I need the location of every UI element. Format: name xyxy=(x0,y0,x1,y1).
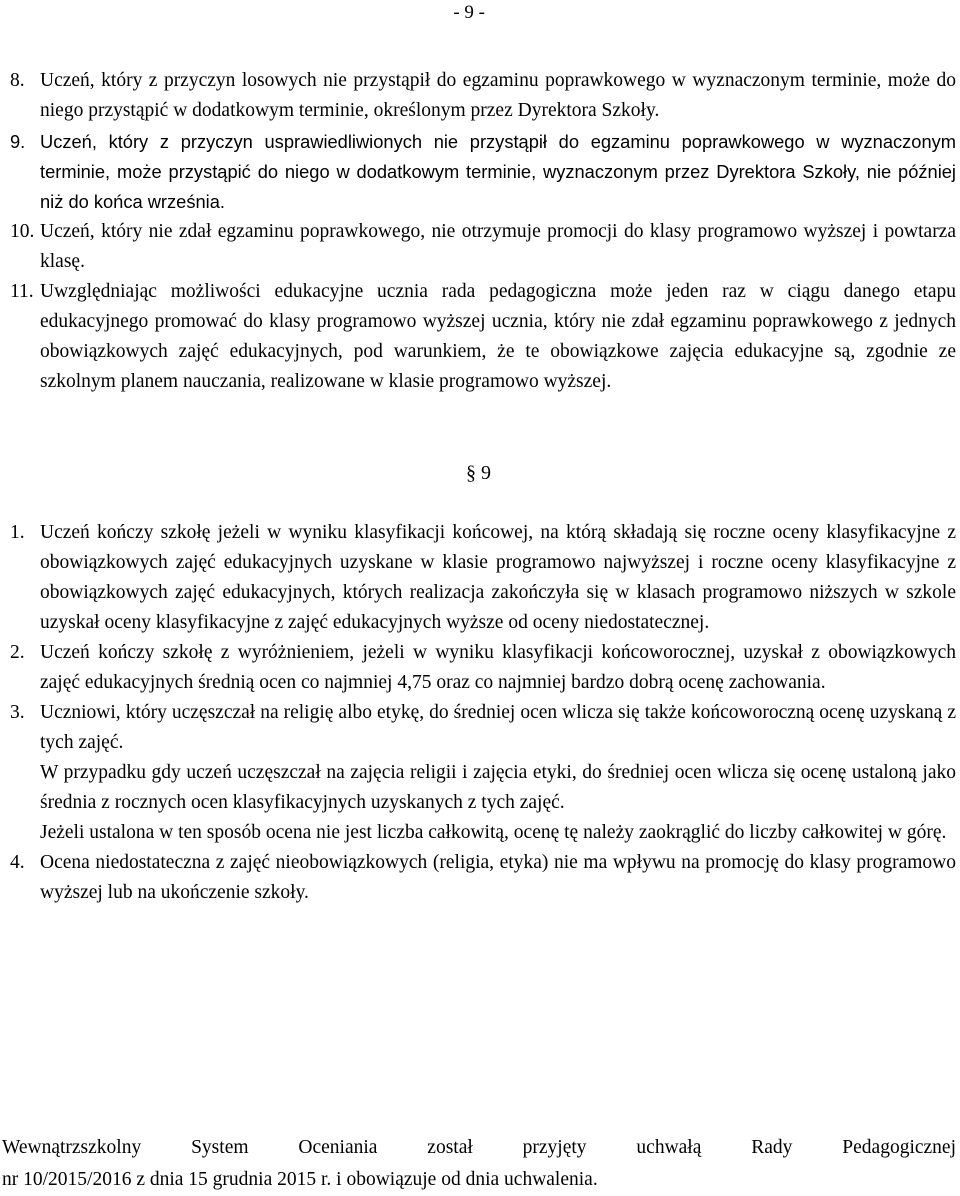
item-number: 1. xyxy=(10,522,25,543)
item-text: Uczeń, który nie zdał egzaminu poprawkowego, nie otrzymuje promocji do klasy programowo wyższej i powtarza klasę. xyxy=(40,221,956,272)
footer-note xyxy=(2,1132,956,1196)
list-item xyxy=(10,277,956,397)
footer-line-2: nr 10/2015/2016 z dnia 15 grudnia 2015 r. i obowiązuje od dnia uchwalenia. xyxy=(2,1169,598,1190)
item-number: 4. xyxy=(10,852,25,873)
item-text: Uczeń kończy szkołę z wyróżnieniem, jeżeli w wyniku klasyfikacji końcoworocznej, uzyskał z obowiązkowych zajęć edukacyjnych średnią ocen co najmniej 4,75 oraz co najmniej bardzo dobrą ocenę zachowania. xyxy=(40,642,956,693)
item-number: 3. xyxy=(10,702,25,723)
list-item xyxy=(10,698,956,758)
section-9-items xyxy=(10,518,956,908)
item-number: 11. xyxy=(10,281,34,302)
paragraph: Jeżeli ustalona w ten sposób ocena nie jest liczba całkowitą, ocenę tę należy zaokrąglić do liczby całkowitej w górę. xyxy=(40,822,947,843)
item-text: Uczeń kończy szkołę jeżeli w wyniku klasyfikacji końcowej, na którą składają się roczne oceny klasyfikacyjne z obowiązkowych zajęć edukacyjnych uzyskane w klasie programowo najwyższej i roczne oceny klasyfikacyjne z obowiązkowych zajęć edukacyjnych, których realizacja zakończyła się w klasach programowo niższych w szkole uzyskał oceny klasyfikacyjne z zajęć edukacyjnych wyższe od oceny niedostatecznej. xyxy=(40,522,956,633)
list-item xyxy=(10,217,956,277)
item-number: 10. xyxy=(10,221,35,242)
paragraph: W przypadku gdy uczeń uczęszczał na zajęcia religii i zajęcia etyki, do średniej ocen wlicza się ocenę ustaloną jako średnia z rocznych ocen klasyfikacyjnych uzyskanych z tych zajęć. xyxy=(40,762,956,813)
list-item xyxy=(10,518,956,638)
section-8-items xyxy=(10,66,956,397)
list-item xyxy=(10,127,956,217)
item-text: Uczniowi, który uczęszczał na religię albo etykę, do średniej ocen wlicza się także końcoworoczną ocenę uzyskaną z tych zajęć. xyxy=(40,702,956,753)
item-number: 8. xyxy=(10,70,25,91)
section-mark: § 9 xyxy=(466,462,491,484)
item-text: Uczeń, który z przyczyn losowych nie przystąpił do egzaminu poprawkowego w wyznaczonym terminie, może do niego przystąpić w dodatkowym terminie, określonym przez Dyrektora Szkoły. xyxy=(40,70,956,121)
list-item xyxy=(10,848,956,908)
list-item xyxy=(10,66,956,126)
list-item xyxy=(10,638,956,698)
item-text: Uczeń, który z przyczyn usprawiedliwionych nie przystąpił do egzaminu poprawkowego w wyznaczonym terminie, może przystąpić do niego w dodatkowym terminie, wyznaczonym przez Dyrektora Szkoły, nie później niż do końca września. xyxy=(40,131,956,212)
item-number: 2. xyxy=(10,642,25,663)
footer-line-1: Wewnątrzszkolny System Oceniania został przyjęty uchwałą Rady Pedagogicznej xyxy=(2,1137,956,1158)
item-text: Ocena niedostateczna z zajęć nieobowiązkowych (religia, etyka) nie ma wpływu na promocję do klasy programowo wyższej lub na ukończenie szkoły. xyxy=(40,852,956,903)
page-number: - 9 - xyxy=(453,2,485,23)
item-number: 9. xyxy=(10,131,26,152)
item-text: Uwzględniając możliwości edukacyjne ucznia rada pedagogiczna może jeden raz w ciągu danego etapu edukacyjnego promować do klasy programowo wyższej ucznia, który nie zdał egzaminu poprawkowego z jednych obowiązkowych zajęć edukacyjnych, pod warunkiem, że te obowiązkowe zajęcia edukacyjne są, zgodnie ze szkolnym planem nauczania, realizowane w klasie programowo wyższej. xyxy=(40,281,956,392)
